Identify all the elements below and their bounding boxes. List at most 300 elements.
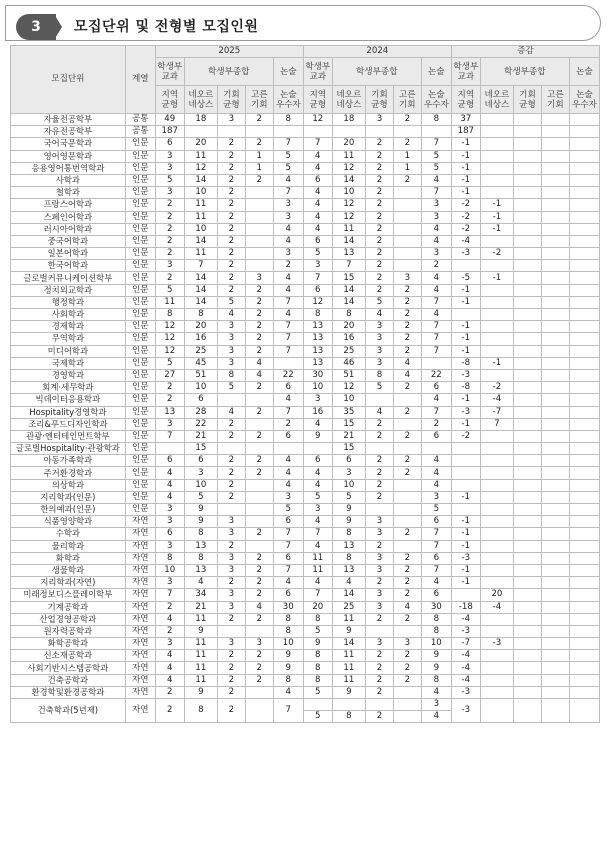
quota-cell: 2 <box>217 187 245 199</box>
quota-cell <box>569 345 599 357</box>
quota-cell <box>480 430 513 442</box>
unit-name: 건축학과(5년제) <box>11 699 126 723</box>
unit-name: 지리학과(자연) <box>11 577 126 589</box>
group-cell: 인문 <box>125 467 155 479</box>
table-row <box>11 321 600 333</box>
quota-cell: 2 <box>217 699 245 723</box>
quota-cell: 6 <box>273 516 303 528</box>
quota-cell <box>541 625 569 637</box>
quota-cell <box>514 613 542 625</box>
unit-name: 기계공학과 <box>11 601 126 613</box>
quota-cell: 2 <box>155 248 184 260</box>
quota-cell: 2 <box>155 223 184 235</box>
quota-cell: 15 <box>184 443 217 455</box>
quota-cell <box>569 272 599 284</box>
unit-name: 행정학과 <box>11 296 126 308</box>
quota-cell: 25 <box>184 345 217 357</box>
quota-cell <box>393 516 421 528</box>
quota-cell <box>480 504 513 516</box>
quota-cell: 4 <box>421 479 451 491</box>
quota-cell: 2 <box>217 650 245 662</box>
table-row <box>11 528 600 540</box>
quota-cell: -3 <box>480 638 513 650</box>
quota-cell <box>541 321 569 333</box>
quota-cell <box>332 126 365 138</box>
quota-cell: 10 <box>332 479 365 491</box>
quota-cell: -1 <box>451 491 480 503</box>
group-cell: 자연 <box>125 552 155 564</box>
quota-cell <box>480 674 513 686</box>
quota-cell: 18 <box>332 114 365 126</box>
quota-cell: 2 <box>393 577 421 589</box>
quota-cell: 2 <box>366 613 394 625</box>
change-header: 증감 <box>451 46 599 58</box>
quota-cell: 2 <box>273 418 303 430</box>
quota-cell: 49 <box>155 114 184 126</box>
table-row <box>11 467 600 479</box>
quota-cell: 13 <box>303 321 332 333</box>
quota-cell: 12 <box>155 321 184 333</box>
quota-cell: 22 <box>184 418 217 430</box>
quota-cell <box>541 540 569 552</box>
quota-cell: 2 <box>217 430 245 442</box>
quota-cell <box>569 260 599 272</box>
quota-cell <box>303 443 332 455</box>
quota-cell: 10 <box>184 382 217 394</box>
quota-cell: 2 <box>366 223 394 235</box>
quota-cell: 2 <box>245 333 273 345</box>
table-row <box>11 589 600 601</box>
quota-cell: 8 <box>303 662 332 674</box>
quota-cell <box>514 260 542 272</box>
quota-cell: 2 <box>217 577 245 589</box>
quota-cell: 7 <box>421 406 451 418</box>
quota-cell <box>514 638 542 650</box>
sub-header: 기회 균형 <box>514 86 542 114</box>
quota-cell <box>245 260 273 272</box>
unit-name: 미디어학과 <box>11 345 126 357</box>
quota-cell: 3 <box>155 260 184 272</box>
quota-cell: 2 <box>155 235 184 247</box>
quota-cell: 3 <box>273 199 303 211</box>
table-row <box>11 138 600 150</box>
quota-cell: 2 <box>217 174 245 186</box>
table-row <box>11 699 600 711</box>
quota-cell <box>303 126 332 138</box>
quota-cell <box>480 467 513 479</box>
quota-cell: 7 <box>421 321 451 333</box>
quota-cell <box>480 260 513 272</box>
section-number-arrow <box>54 14 62 40</box>
quota-cell <box>480 564 513 576</box>
quota-cell: 3 <box>155 516 184 528</box>
quota-cell <box>569 589 599 601</box>
quota-cell: 7 <box>273 187 303 199</box>
quota-cell: 21 <box>184 601 217 613</box>
quota-cell <box>514 577 542 589</box>
quota-cell <box>514 418 542 430</box>
group-cell: 인문 <box>125 272 155 284</box>
quota-cell: 3 <box>217 114 245 126</box>
quota-cell: 25 <box>332 601 365 613</box>
group-cell: 인문 <box>125 174 155 186</box>
quota-cell <box>569 126 599 138</box>
quota-cell: 2 <box>245 114 273 126</box>
quota-cell <box>273 443 303 455</box>
quota-cell: 46 <box>332 357 365 369</box>
quota-cell: 8 <box>303 650 332 662</box>
quota-cell: 2 <box>366 674 394 686</box>
quota-cell: 187 <box>155 126 184 138</box>
quota-cell <box>421 443 451 455</box>
quota-cell <box>569 162 599 174</box>
quota-cell: 2 <box>155 211 184 223</box>
group-header: 계열 <box>125 46 155 114</box>
unit-name: 화학공학과 <box>11 638 126 650</box>
quota-cell: 2 <box>366 540 394 552</box>
quota-cell: -2 <box>480 382 513 394</box>
quota-cell <box>217 394 245 406</box>
quota-cell: -1 <box>451 333 480 345</box>
quota-cell: 2 <box>217 467 245 479</box>
quota-cell <box>480 491 513 503</box>
quota-cell: 4 <box>332 577 365 589</box>
quota-cell <box>569 552 599 564</box>
quota-cell: 1 <box>393 162 421 174</box>
quota-cell: 11 <box>155 296 184 308</box>
quota-cell <box>541 357 569 369</box>
quota-cell: 5 <box>273 162 303 174</box>
sub-header: 고른 기회 <box>541 86 569 114</box>
quota-cell: 6 <box>421 382 451 394</box>
quota-cell: -1 <box>451 162 480 174</box>
quota-cell: 2 <box>217 211 245 223</box>
quota-cell: 28 <box>184 406 217 418</box>
quota-cell: 2 <box>217 479 245 491</box>
quota-cell: -1 <box>451 394 480 406</box>
table-row <box>11 150 600 162</box>
quota-cell: -4 <box>480 394 513 406</box>
quota-cell: 16 <box>332 333 365 345</box>
table-row <box>11 211 600 223</box>
quota-cell: 5 <box>421 162 451 174</box>
quota-cell <box>514 126 542 138</box>
quota-cell <box>480 662 513 674</box>
quota-cell: 1 <box>393 150 421 162</box>
sub-header: 지역 균형 <box>451 86 480 114</box>
quota-cell: 2 <box>366 162 394 174</box>
group-cell: 인문 <box>125 223 155 235</box>
quota-cell <box>514 248 542 260</box>
quota-cell: 20 <box>332 321 365 333</box>
quota-cell <box>541 333 569 345</box>
quota-cell: 3 <box>155 540 184 552</box>
quota-cell <box>541 272 569 284</box>
quota-cell: 2 <box>245 345 273 357</box>
quota-cell: 3 <box>217 564 245 576</box>
quota-cell: 2 <box>217 540 245 552</box>
quota-cell <box>451 467 480 479</box>
quota-cell: -3 <box>451 686 480 698</box>
type-header-nonsul: 논술 <box>273 58 303 86</box>
quota-cell: 13 <box>184 540 217 552</box>
quota-cell: -7 <box>480 406 513 418</box>
quota-cell <box>393 479 421 491</box>
quota-cell <box>569 638 599 650</box>
quota-cell <box>541 309 569 321</box>
quota-cell: 2 <box>366 467 394 479</box>
quota-cell: -1 <box>480 272 513 284</box>
quota-cell: -1 <box>451 174 480 186</box>
quota-cell: 2 <box>155 686 184 698</box>
unit-name: 국어국문학과 <box>11 138 126 150</box>
quota-cell: 7 <box>303 589 332 601</box>
unit-name: 사회기반시스템공학과 <box>11 662 126 674</box>
quota-cell <box>514 674 542 686</box>
type-header-gyogwa: 학생부 교과 <box>451 58 480 86</box>
table-row <box>11 187 600 199</box>
quota-cell: 2 <box>217 674 245 686</box>
quota-cell: 2 <box>155 699 184 723</box>
unit-name: 물리학과 <box>11 540 126 552</box>
quota-cell <box>155 443 184 455</box>
quota-cell: 4 <box>273 235 303 247</box>
quota-cell <box>541 686 569 698</box>
quota-cell: 10 <box>184 187 217 199</box>
quota-cell <box>514 491 542 503</box>
group-cell: 인문 <box>125 357 155 369</box>
quota-cell: 8 <box>273 625 303 637</box>
quota-cell: 3 <box>155 504 184 516</box>
quota-cell <box>245 491 273 503</box>
quota-cell: 2 <box>245 174 273 186</box>
quota-cell: 6 <box>421 552 451 564</box>
table-row <box>11 333 600 345</box>
unit-name: 화학과 <box>11 552 126 564</box>
quota-cell: -1 <box>451 296 480 308</box>
quota-cell <box>514 369 542 381</box>
quota-cell: 3 <box>217 552 245 564</box>
quota-cell: 10 <box>184 479 217 491</box>
quota-cell: 3 <box>217 589 245 601</box>
quota-cell <box>217 504 245 516</box>
quota-cell: 8 <box>184 309 217 321</box>
quota-cell <box>541 418 569 430</box>
quota-cell <box>569 564 599 576</box>
quota-cell: 3 <box>332 467 365 479</box>
quota-cell: 2 <box>245 662 273 674</box>
quota-cell: 3 <box>366 552 394 564</box>
quota-cell: 9 <box>184 686 217 698</box>
quota-cell: 3 <box>273 211 303 223</box>
quota-cell: 2 <box>245 138 273 150</box>
quota-cell: 7 <box>332 260 365 272</box>
quota-cell: 3 <box>155 418 184 430</box>
quota-cell: 9 <box>303 638 332 650</box>
quota-cell: 7 <box>421 345 451 357</box>
quota-cell <box>393 199 421 211</box>
quota-cell: 2 <box>155 382 184 394</box>
table-row <box>11 114 600 126</box>
quota-cell: 5 <box>273 150 303 162</box>
unit-name: 산업경영공학과 <box>11 613 126 625</box>
unit-name: 식품영양학과 <box>11 516 126 528</box>
quota-cell: 2 <box>393 467 421 479</box>
unit-name: 원자력공학과 <box>11 625 126 637</box>
quota-cell: 2 <box>366 491 394 503</box>
group-cell: 자연 <box>125 650 155 662</box>
quota-cell: 10 <box>332 394 365 406</box>
quota-cell: 10 <box>273 638 303 650</box>
quota-cell <box>366 699 394 711</box>
sub-header: 논술 우수자 <box>273 86 303 114</box>
quota-cell: 4 <box>366 406 394 418</box>
quota-cell <box>245 235 273 247</box>
group-cell: 자연 <box>125 528 155 540</box>
quota-cell <box>514 114 542 126</box>
unit-name: 경영학과 <box>11 369 126 381</box>
quota-cell: 7 <box>421 138 451 150</box>
quota-cell: 8 <box>155 309 184 321</box>
quota-cell: 2 <box>245 296 273 308</box>
quota-cell: 18 <box>184 114 217 126</box>
unit-name: 주거환경학과 <box>11 467 126 479</box>
quota-cell <box>569 114 599 126</box>
quota-cell <box>541 577 569 589</box>
table-row <box>11 430 600 442</box>
quota-cell: 6 <box>273 552 303 564</box>
quota-cell <box>480 443 513 455</box>
quota-cell <box>541 235 569 247</box>
quota-cell: 3 <box>366 589 394 601</box>
quota-cell: -2 <box>451 430 480 442</box>
quota-cell: 4 <box>273 686 303 698</box>
table-row <box>11 516 600 528</box>
quota-cell: -4 <box>451 650 480 662</box>
quota-cell: 12 <box>303 114 332 126</box>
quota-cell <box>514 138 542 150</box>
unit-name: 사학과 <box>11 174 126 186</box>
quota-cell <box>451 589 480 601</box>
quota-cell <box>541 516 569 528</box>
quota-cell: 2 <box>393 333 421 345</box>
quota-cell: 2 <box>217 686 245 698</box>
unit-name: 국제학과 <box>11 357 126 369</box>
quota-cell: 10 <box>332 187 365 199</box>
quota-cell: 2 <box>245 613 273 625</box>
quota-cell: 6 <box>421 516 451 528</box>
quota-cell: 2 <box>366 199 394 211</box>
quota-cell <box>514 150 542 162</box>
quota-cell: 7 <box>480 418 513 430</box>
quota-cell: 5 <box>303 491 332 503</box>
quota-cell <box>541 552 569 564</box>
quota-cell: -5 <box>451 272 480 284</box>
quota-cell <box>480 150 513 162</box>
quota-cell <box>541 174 569 186</box>
quota-cell: 2 <box>245 430 273 442</box>
quota-cell <box>273 126 303 138</box>
quota-cell <box>541 491 569 503</box>
year-2024-header: 2024 <box>303 46 451 58</box>
quota-cell <box>245 211 273 223</box>
quota-cell <box>245 394 273 406</box>
quota-cell: 3 <box>366 357 394 369</box>
quota-cell: 2 <box>217 260 245 272</box>
quota-cell: 9 <box>273 650 303 662</box>
unit-name: 무역학과 <box>11 333 126 345</box>
group-cell: 인문 <box>125 479 155 491</box>
quota-cell: 9 <box>273 662 303 674</box>
quota-cell: 2 <box>366 248 394 260</box>
unit-name: 환경학및환경공학과 <box>11 686 126 698</box>
quota-cell: 4 <box>273 223 303 235</box>
quota-cell <box>332 699 365 711</box>
quota-cell <box>514 504 542 516</box>
quota-cell: 12 <box>332 382 365 394</box>
quota-cell: 7 <box>273 699 303 723</box>
quota-cell <box>541 211 569 223</box>
quota-cell: 2 <box>366 284 394 296</box>
table-row <box>11 248 600 260</box>
quota-cell <box>393 625 421 637</box>
table-row <box>11 260 600 272</box>
quota-cell: 7 <box>421 333 451 345</box>
quota-cell <box>480 552 513 564</box>
type-header-nonsul: 논술 <box>569 58 599 86</box>
quota-cell: 20 <box>184 321 217 333</box>
quota-cell: -2 <box>451 211 480 223</box>
quota-cell: 2 <box>366 711 394 723</box>
quota-cell: 7 <box>273 345 303 357</box>
quota-cell <box>514 601 542 613</box>
quota-cell: 2 <box>393 296 421 308</box>
quota-cell <box>514 455 542 467</box>
quota-cell: -1 <box>451 187 480 199</box>
quota-cell <box>514 309 542 321</box>
quota-cell: 15 <box>332 418 365 430</box>
group-cell: 인문 <box>125 138 155 150</box>
quota-cell: 4 <box>217 309 245 321</box>
unit-name: 글로벌Hospitality·관광학과 <box>11 443 126 455</box>
quota-cell <box>366 126 394 138</box>
group-cell: 자연 <box>125 564 155 576</box>
quota-cell <box>569 662 599 674</box>
quota-cell: 2 <box>155 601 184 613</box>
quota-cell <box>514 406 542 418</box>
quota-cell <box>480 114 513 126</box>
quota-cell: 3 <box>273 248 303 260</box>
quota-cell <box>480 699 513 723</box>
quota-cell: 6 <box>273 589 303 601</box>
quota-cell: 4 <box>421 235 451 247</box>
quota-cell: 2 <box>366 662 394 674</box>
quota-cell <box>480 455 513 467</box>
quota-cell <box>393 443 421 455</box>
quota-cell <box>569 479 599 491</box>
quota-cell: 14 <box>184 284 217 296</box>
quota-cell: 2 <box>366 479 394 491</box>
table-row <box>11 577 600 589</box>
quota-cell: 11 <box>184 662 217 674</box>
unit-name: 글로벌커뮤니케이션학부 <box>11 272 126 284</box>
unit-name: Hospitality경영학과 <box>11 406 126 418</box>
quota-cell: 2 <box>217 284 245 296</box>
quota-cell <box>514 296 542 308</box>
quota-cell: 3 <box>155 187 184 199</box>
quota-cell: 11 <box>332 650 365 662</box>
quota-cell: 3 <box>217 528 245 540</box>
